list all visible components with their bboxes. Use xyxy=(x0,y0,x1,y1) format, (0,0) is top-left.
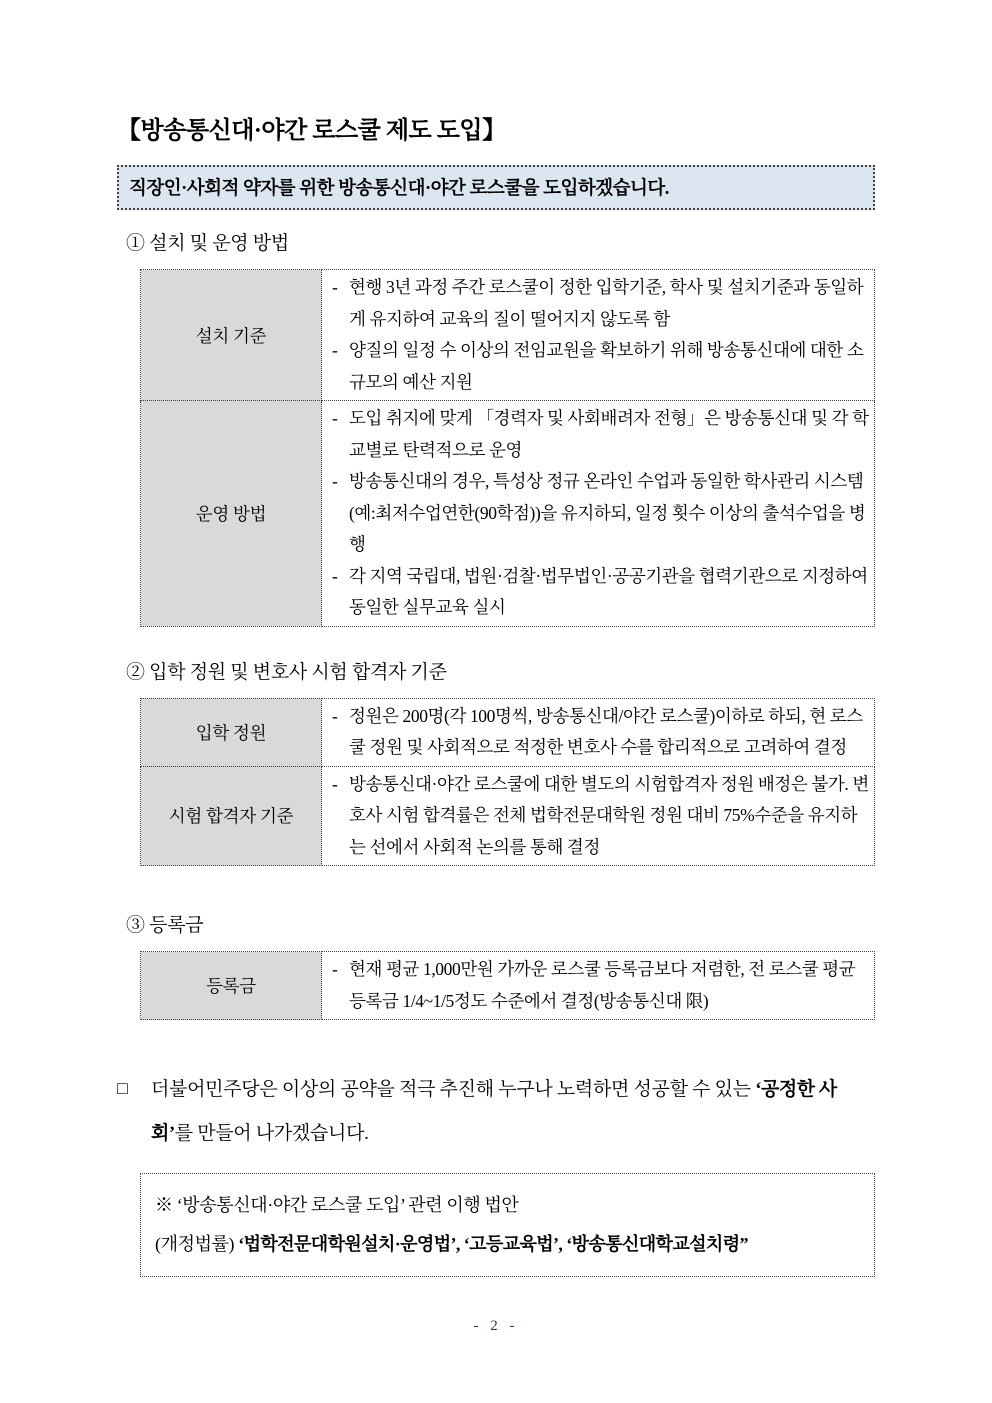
bullet-item xyxy=(329,335,869,398)
section-heading-tuition: ③ 등록금 xyxy=(126,915,204,936)
closing-text-bold: ‘공정한 사회’ xyxy=(151,1079,837,1144)
row-header-tuition: 등록금 xyxy=(141,952,322,1020)
table-row-operation-method xyxy=(141,401,875,627)
note-line-2-prefix: (개정법률) xyxy=(155,1234,239,1255)
square-bullet-icon: □ xyxy=(117,1078,128,1098)
row-header-admission-quota: 입학 정원 xyxy=(141,698,322,766)
document-content xyxy=(0,110,992,1277)
installation-operation-table xyxy=(140,269,875,627)
bullet-item xyxy=(329,769,869,864)
callout-text: 직장인·사회적 약자를 위한 방송통신대·야간 로스쿨을 도입하겠습니다. xyxy=(129,179,669,199)
row-header-exam-pass-criteria: 시험 합격자 기준 xyxy=(141,766,322,866)
bullet-item xyxy=(329,403,869,466)
table-row-admission-quota xyxy=(141,698,875,766)
bullet-dash: - xyxy=(332,277,338,297)
bullet-text: 도입 취지에 맞게 「경력자 및 사회배려자 전형」은 방송통신대 및 각 학교별로 탄력적으로 운영 xyxy=(349,408,869,460)
section-heading-installation: ① 설치 및 운영 방법 xyxy=(126,233,289,254)
bullet-dash: - xyxy=(332,408,338,428)
table-row-exam-pass-criteria xyxy=(141,766,875,866)
bullet-text: 방송통신대·야간 로스쿨에 대한 별도의 시험합격자 정원 배정은 불가. 변호사 시험 합격률은 전체 법학전문대학원 정원 대비 75%수준을 유지하는 선에서 사회적 논의를 통해 결정 xyxy=(349,773,869,857)
row-header-operation-method: 운영 방법 xyxy=(141,401,322,627)
table-row-tuition xyxy=(141,952,875,1020)
bullet-dash: - xyxy=(332,565,338,586)
note-line-2 xyxy=(155,1225,860,1264)
bullet-item xyxy=(329,701,869,764)
note-line-1: ※ ‘방송통신대·야간 로스쿨 도입’ 관련 이행 법안 xyxy=(155,1195,519,1216)
row-header-install-criteria: 설치 기준 xyxy=(141,270,322,401)
bullet-text: 양질의 일정 수 이상의 전임교원을 확보하기 위해 방송통신대에 대한 소규모의 예산 지원 xyxy=(349,340,864,392)
table-row-install-criteria xyxy=(141,270,875,401)
closing-text xyxy=(151,1068,875,1155)
closing-text-after: 를 만들어 나가겠습니다. xyxy=(174,1122,369,1144)
bullet-dash: - xyxy=(332,471,338,491)
row-body-install-criteria xyxy=(322,270,875,401)
quota-exam-table xyxy=(140,698,875,867)
bullet-text: 각 지역 국립대, 법원·검찰·법무법인·공공기관을 협력기관으로 지정하여 동일한 실무교육 실시 xyxy=(349,565,868,617)
bullet-text: 정원은 200명(각 100명씩, 방송통신대/야간 로스쿨)이하로 하되, 현 로스쿨 정원 및 사회적으로 적정한 변호사 수를 합리적으로 고려하여 결정 xyxy=(349,705,863,757)
bullet-item xyxy=(329,272,869,335)
bullet-dash: - xyxy=(332,959,338,979)
bullet-dash: - xyxy=(332,340,338,360)
bullet-dash: - xyxy=(332,773,338,794)
bullet-item xyxy=(329,954,869,1017)
row-body-tuition xyxy=(322,952,875,1020)
bullet-text: 방송통신대의 경우, 특성상 정규 온라인 수업과 동일한 학사관리 시스템(예:최저수업연한(90학점))을 유지하되, 일정 횟수 이상의 출석수업을 병행 xyxy=(349,471,866,554)
bullet-item xyxy=(329,466,869,561)
row-body-operation-method xyxy=(322,401,875,627)
row-body-admission-quota xyxy=(322,698,875,766)
note-line-2-laws: ‘법학전문대학원설치·운영법’, ‘고등교육법’, ‘방송통신대학교설치령” xyxy=(238,1234,748,1255)
legislation-note-box xyxy=(140,1173,875,1276)
bullet-text: 현재 평균 1,000만원 가까운 로스쿨 등록금보다 저렴한, 전 로스쿨 평균등록금 1/4~1/5정도 수준에서 결정(방송통신대 限) xyxy=(349,959,856,1011)
tuition-table xyxy=(140,951,875,1020)
section-heading-quota: ② 입학 정원 및 변호사 시험 합격자 기준 xyxy=(126,661,447,683)
page-number: - 2 - xyxy=(473,1318,519,1334)
callout-banner xyxy=(117,165,875,210)
closing-text-before: 더불어민주당은 이상의 공약을 적극 추진해 누구나 노력하면 성공할 수 있는 xyxy=(151,1079,756,1100)
bullet-text: 현행 3년 과정 주간 로스쿨이 정한 입학기준, 학사 및 설치기준과 동일하게 유지하여 교육의 질이 떨어지지 않도록 함 xyxy=(349,277,864,329)
closing-paragraph xyxy=(117,1068,875,1155)
row-body-exam-pass-criteria xyxy=(322,766,875,866)
page-title: 【방송통신대·야간 로스쿨 제도 도입】 xyxy=(117,118,506,144)
bullet-dash: - xyxy=(332,705,338,726)
bullet-item xyxy=(329,561,869,624)
